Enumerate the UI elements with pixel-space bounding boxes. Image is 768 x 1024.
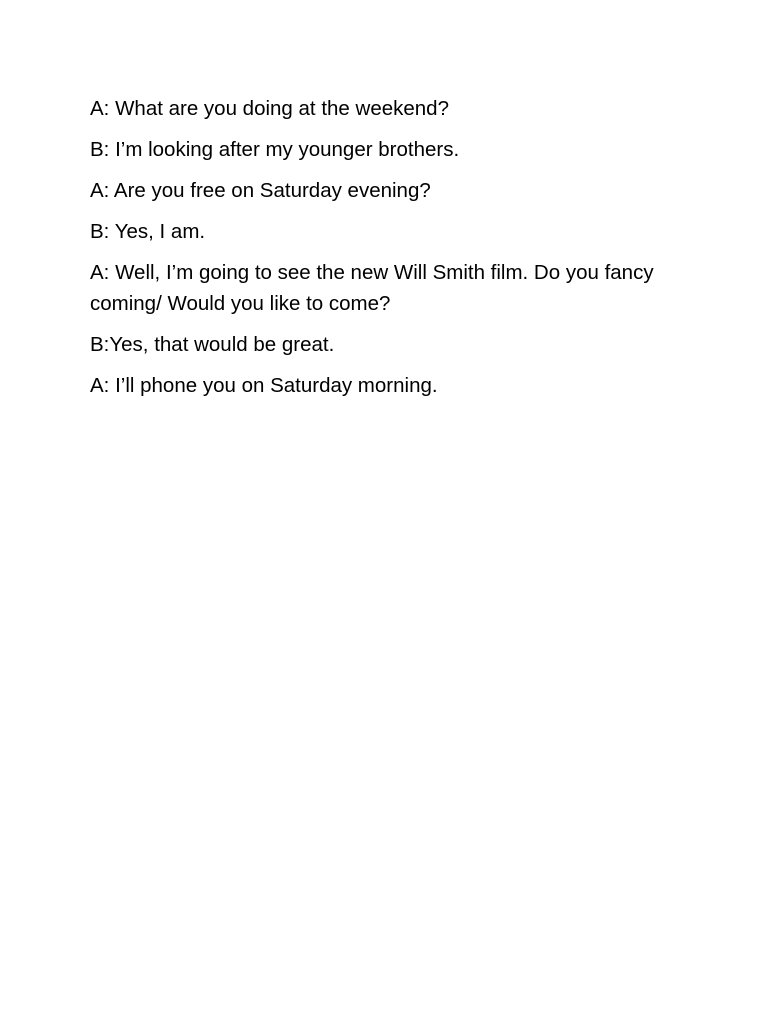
dialogue-line: A: I’ll phone you on Saturday morning. bbox=[90, 374, 438, 397]
dialogue-text bbox=[90, 93, 690, 411]
dialogue-line: A: Are you free on Saturday evening? bbox=[90, 179, 431, 202]
dialogue-line: A: Well, I’m going to see the new Will Smith film. Do you fancy coming/ Would you like to come? bbox=[90, 261, 654, 315]
dialogue-line: B: Yes, I am. bbox=[90, 220, 206, 243]
dialogue-line: A: What are you doing at the weekend? bbox=[90, 97, 449, 120]
dialogue-line: B:Yes, that would be great. bbox=[90, 333, 335, 356]
dialogue-line: B: I’m looking after my younger brothers. bbox=[90, 138, 460, 161]
